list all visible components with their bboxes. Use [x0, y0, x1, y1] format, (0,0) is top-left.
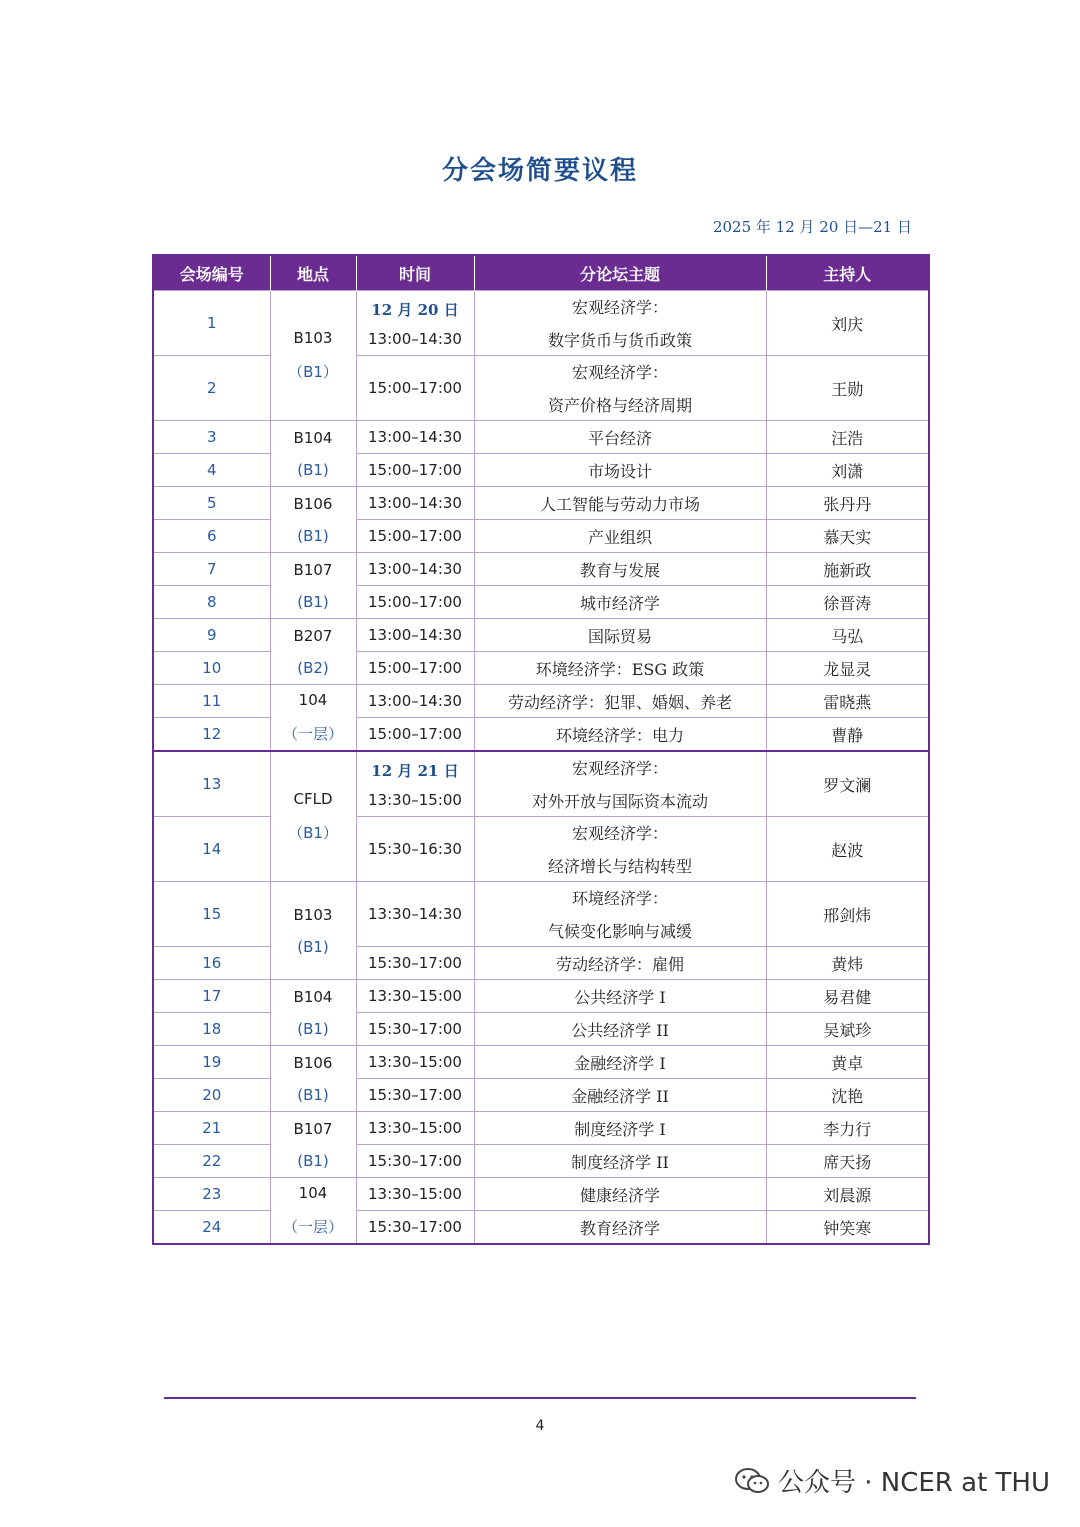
- table-row: [153, 487, 929, 520]
- topic-cell: [474, 751, 766, 817]
- session-number: 17: [153, 980, 270, 1013]
- location-cell: [270, 685, 356, 752]
- time: 13:30–14:30: [356, 882, 474, 947]
- table-row: [153, 1178, 929, 1211]
- room: B103: [293, 329, 333, 347]
- host: 钟笑寒: [766, 1211, 929, 1245]
- time: 15:30–17:00: [356, 1079, 474, 1112]
- session-number: 15: [153, 882, 270, 947]
- location-cell: [270, 619, 356, 685]
- time: 13:00–14:30: [356, 553, 474, 586]
- topic-line: 宏观经济学：: [571, 824, 668, 843]
- host: 龙显灵: [766, 652, 929, 685]
- time: 15:30–17:00: [356, 947, 474, 980]
- watermark: [734, 1462, 1050, 1499]
- topic-cell: [474, 356, 766, 421]
- time: 15:00–17:00: [356, 586, 474, 619]
- location-cell: [270, 421, 356, 487]
- topic: 制度经济学 I: [474, 1112, 766, 1145]
- session-number: 20: [153, 1079, 270, 1112]
- floor: （一层）: [282, 1218, 343, 1236]
- topic: 城市经济学: [474, 586, 766, 619]
- host: 王勋: [766, 356, 929, 421]
- header-time: 时间: [356, 255, 474, 291]
- time: 15:30–17:00: [356, 1211, 474, 1245]
- table-row: [153, 652, 929, 685]
- host: 黄卓: [766, 1046, 929, 1079]
- topic-line: 数字货币与货币政策: [547, 331, 692, 350]
- floor: (B1): [297, 1085, 329, 1104]
- time: 15:00–17:00: [356, 520, 474, 553]
- room: B107: [293, 560, 333, 579]
- topic-line: 资产价格与经济周期: [547, 396, 692, 415]
- header-session-number: 会场编号: [153, 255, 270, 291]
- session-number: 21: [153, 1112, 270, 1145]
- topic: 制度经济学 II: [474, 1145, 766, 1178]
- floor: （B1）: [288, 824, 338, 842]
- floor: (B1): [297, 1151, 329, 1170]
- location-cell: [270, 1112, 356, 1178]
- watermark-text: 公众号 · NCER at THU: [777, 1468, 1050, 1498]
- host: 黄炜: [766, 947, 929, 980]
- topic-line: 经济增长与结构转型: [547, 857, 692, 876]
- time: 13:00–14:30: [356, 421, 474, 454]
- table-row: [153, 882, 929, 947]
- table-row: [153, 454, 929, 487]
- floor: (B1): [297, 1019, 329, 1038]
- table-row: [153, 751, 929, 817]
- table-row: [153, 1079, 929, 1112]
- page-number: 4: [535, 1418, 545, 1434]
- floor: (B2): [297, 658, 329, 677]
- session-number: 12: [153, 718, 270, 752]
- session-number: 18: [153, 1013, 270, 1046]
- time: 13:00–14:30: [356, 619, 474, 652]
- room: B207: [293, 626, 333, 645]
- time: 15:30–17:00: [356, 1013, 474, 1046]
- session-number: 19: [153, 1046, 270, 1079]
- topic: 公共经济学 II: [474, 1013, 766, 1046]
- table-header-row: [153, 255, 929, 291]
- time: 13:30–15:00: [356, 980, 474, 1013]
- table-row: [153, 586, 929, 619]
- host: 刘晨源: [766, 1178, 929, 1211]
- host: 易君健: [766, 980, 929, 1013]
- header-host: 主持人: [766, 255, 929, 291]
- room: 104: [298, 691, 328, 709]
- time: 13:30–15:00: [356, 1112, 474, 1145]
- page-title: 分会场简要议程: [441, 156, 638, 186]
- table-row: [153, 1013, 929, 1046]
- floor: (B1): [297, 592, 329, 611]
- host: 汪浩: [766, 421, 929, 454]
- topic: 市场设计: [474, 454, 766, 487]
- table-row: [153, 980, 929, 1013]
- location-cell: [270, 1178, 356, 1245]
- room: B104: [293, 428, 333, 447]
- floor: (B1): [297, 460, 329, 479]
- day-label: 12 月 21 日: [371, 761, 459, 780]
- agenda-table: [152, 254, 930, 1245]
- time: 13:00–14:30: [356, 487, 474, 520]
- topic: 金融经济学 I: [474, 1046, 766, 1079]
- session-number: 5: [153, 487, 270, 520]
- time: 13:30–15:00: [356, 1046, 474, 1079]
- table-row: [153, 619, 929, 652]
- footer-divider: [164, 1397, 916, 1399]
- session-number: 2: [153, 356, 270, 421]
- topic: 健康经济学: [474, 1178, 766, 1211]
- session-number: 3: [153, 421, 270, 454]
- table-row: [153, 718, 929, 752]
- table-row: [153, 1211, 929, 1245]
- host: 刘潇: [766, 454, 929, 487]
- session-number: 13: [153, 751, 270, 817]
- session-number: 23: [153, 1178, 270, 1211]
- session-number: 9: [153, 619, 270, 652]
- session-number: 16: [153, 947, 270, 980]
- topic: 产业组织: [474, 520, 766, 553]
- time: 15:00–17:00: [356, 652, 474, 685]
- floor: （B1）: [288, 363, 338, 381]
- topic-cell: [474, 291, 766, 356]
- table-row: [153, 685, 929, 718]
- topic-cell: [474, 882, 766, 947]
- location-cell: [270, 980, 356, 1046]
- topic: 国际贸易: [474, 619, 766, 652]
- location-cell: [270, 553, 356, 619]
- host: 马弘: [766, 619, 929, 652]
- topic: 金融经济学 II: [474, 1079, 766, 1112]
- session-number: 8: [153, 586, 270, 619]
- topic: 教育与发展: [474, 553, 766, 586]
- topic: 平台经济: [474, 421, 766, 454]
- time-cell: [356, 291, 474, 356]
- session-number: 1: [153, 291, 270, 356]
- host: 沈艳: [766, 1079, 929, 1112]
- topic-line: 气候变化影响与减缓: [547, 922, 692, 941]
- topic: 劳动经济学：犯罪、婚姻、养老: [474, 685, 766, 718]
- table-row: [153, 421, 929, 454]
- topic: 人工智能与劳动力市场: [474, 487, 766, 520]
- host: 张丹丹: [766, 487, 929, 520]
- table-row: [153, 947, 929, 980]
- topic-line: 宏观经济学：: [571, 363, 668, 382]
- room: B104: [293, 987, 333, 1006]
- host: 施新政: [766, 553, 929, 586]
- room: 104: [298, 1184, 328, 1202]
- host: 慕天实: [766, 520, 929, 553]
- session-number: 6: [153, 520, 270, 553]
- topic: 环境经济学：ESG 政策: [474, 652, 766, 685]
- topic-cell: [474, 817, 766, 882]
- time-cell: [356, 751, 474, 817]
- session-number: 10: [153, 652, 270, 685]
- host: 赵波: [766, 817, 929, 882]
- time: 15:30–16:30: [356, 817, 474, 882]
- time: 15:00–17:00: [356, 718, 474, 752]
- day-label: 12 月 20 日: [371, 300, 459, 319]
- topic: 劳动经济学：雇佣: [474, 947, 766, 980]
- topic-line: 宏观经济学：: [571, 298, 668, 317]
- time: 13:00–14:30: [368, 329, 462, 348]
- header-location: 地点: [270, 255, 356, 291]
- host: 吴斌珍: [766, 1013, 929, 1046]
- date-range: 2025 年 12 月 20 日—21 日: [712, 218, 912, 236]
- time: 13:30–15:00: [356, 1178, 474, 1211]
- room: B103: [293, 905, 333, 924]
- room: B107: [293, 1119, 333, 1138]
- topic-line: 对外开放与国际资本流动: [531, 792, 708, 811]
- time: 15:00–17:00: [356, 454, 474, 487]
- table-row: [153, 1145, 929, 1178]
- room: CFLD: [293, 790, 333, 808]
- session-number: 24: [153, 1211, 270, 1245]
- room: B106: [293, 494, 333, 513]
- room: B106: [293, 1053, 333, 1072]
- header-topic: 分论坛主题: [474, 255, 766, 291]
- floor: (B1): [297, 937, 329, 956]
- time: 13:30–15:00: [368, 790, 462, 809]
- table-row: [153, 356, 929, 421]
- time: 13:00–14:30: [356, 685, 474, 718]
- wechat-icon: [734, 1467, 770, 1495]
- location-cell: [270, 882, 356, 980]
- host: 徐晋涛: [766, 586, 929, 619]
- host: 席天扬: [766, 1145, 929, 1178]
- table-row: [153, 291, 929, 356]
- topic-line: 宏观经济学：: [571, 759, 668, 778]
- location-cell: [270, 751, 356, 882]
- location-cell: [270, 1046, 356, 1112]
- host: 曹静: [766, 718, 929, 752]
- table-row: [153, 1046, 929, 1079]
- table-row: [153, 553, 929, 586]
- topic-line: 环境经济学：: [571, 889, 668, 908]
- host: 李力行: [766, 1112, 929, 1145]
- session-number: 7: [153, 553, 270, 586]
- session-number: 14: [153, 817, 270, 882]
- session-number: 22: [153, 1145, 270, 1178]
- session-number: 11: [153, 685, 270, 718]
- location-cell: [270, 487, 356, 553]
- topic: 公共经济学 I: [474, 980, 766, 1013]
- time: 15:30–17:00: [356, 1145, 474, 1178]
- host: 刘庆: [766, 291, 929, 356]
- host: 罗文澜: [766, 751, 929, 817]
- floor: (B1): [297, 526, 329, 545]
- time: 15:00–17:00: [356, 356, 474, 421]
- session-number: 4: [153, 454, 270, 487]
- table-row: [153, 817, 929, 882]
- location-cell: [270, 291, 356, 421]
- topic: 教育经济学: [474, 1211, 766, 1245]
- floor: （一层）: [282, 725, 343, 743]
- host: 雷晓燕: [766, 685, 929, 718]
- table-row: [153, 1112, 929, 1145]
- topic: 环境经济学：电力: [474, 718, 766, 752]
- host: 邢剑炜: [766, 882, 929, 947]
- table-row: [153, 520, 929, 553]
